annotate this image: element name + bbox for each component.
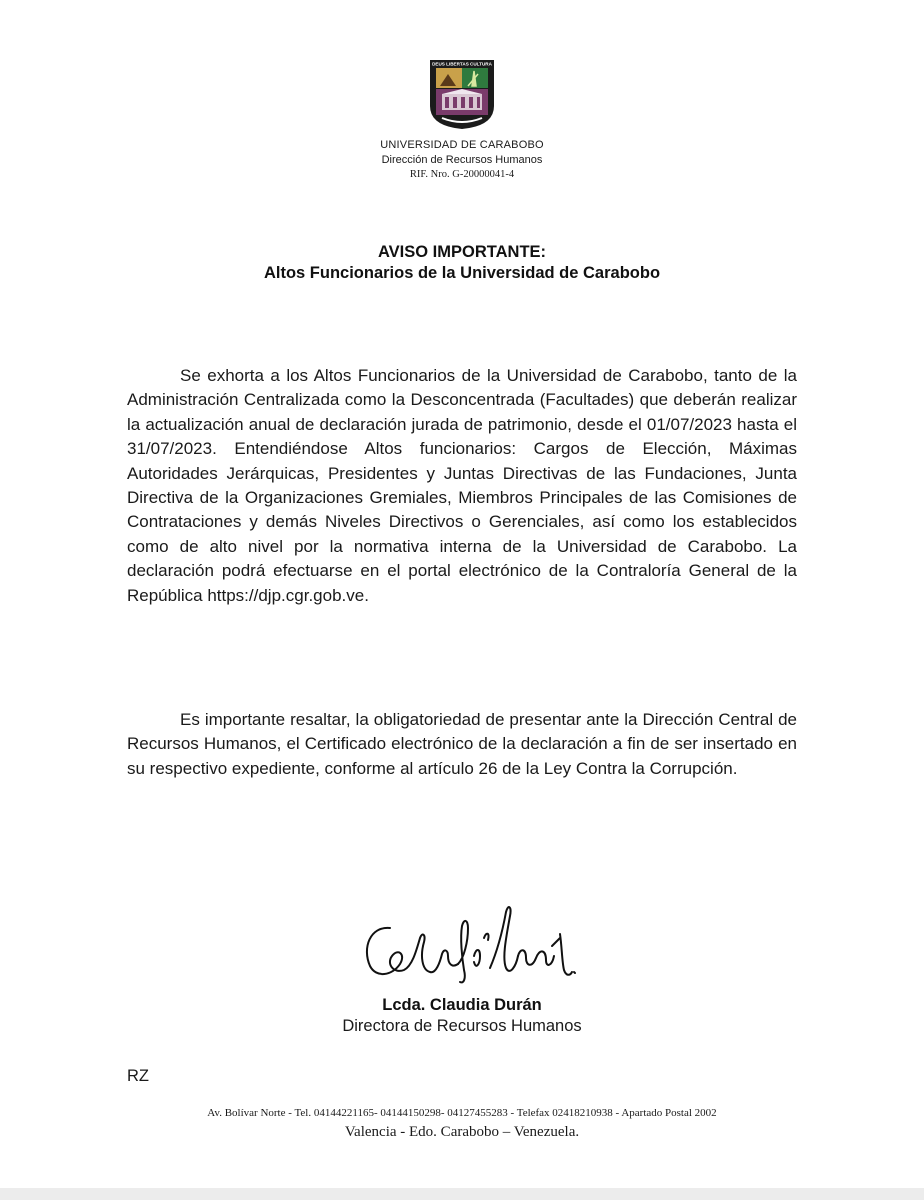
signatory-title: Directora de Recursos Humanos (342, 1017, 582, 1035)
handwritten-signature (356, 898, 586, 990)
university-crest-logo (428, 58, 496, 130)
body-paragraph-2: Es importante resaltar, la obligatoriedad de presentar ante la Dirección Central de Recursos Humanos, el Certificado electrónico de la declaración a fin de ser insertado en su respectivo expediente, conforme al artículo 26 de la Ley Contra la Corrupción. (127, 710, 797, 778)
footer-city: Valencia - Edo. Carabobo – Venezuela. (344, 1124, 580, 1140)
notice-subtitle: Altos Funcionarios de la Universidad de Carabobo (263, 264, 661, 282)
notice-title: AVISO IMPORTANTE: (377, 243, 547, 261)
page-bottom-edge (0, 1188, 924, 1200)
rif-number: RIF. Nro. G-20000041-4 (409, 169, 515, 180)
crest-motto-text: DEUS LIBERTAS CULTURA (432, 61, 492, 67)
institution-name: UNIVERSIDAD DE CARABOBO (380, 139, 544, 151)
body-paragraph-1: Se exhorta a los Altos Funcionarios de la Universidad de Carabobo, tanto de la Administración Centralizada como la Desconcentrada (Facultades) que deberán realizar la actualización anual de declaración jurada de patrimonio, desde el 01/07/2023 hasta el 31/07/2023. Entendiéndose Altos funcionarios: Cargos de Elección, Máximas Autoridades Jerárquicas, Presidentes y Juntas Directivas de las Fundaciones, Junta Directiva de la Organizaciones Gremiales, Miembros Principales de las Comisiones de Contrataciones y demás Niveles Directivos o Gerenciales, así como los establecidos como de alto nivel por la normativa interna de la Universidad de Carabobo. La declaración podrá efectuarse en el portal electrónico de la Contraloría General de la República https://djp.cgr.gob.ve. (127, 366, 797, 605)
department-name: Dirección de Recursos Humanos (381, 154, 543, 166)
typist-initials: RZ (127, 1067, 149, 1085)
signatory-name: Lcda. Claudia Durán (382, 996, 542, 1014)
footer-address: Av. Bolívar Norte - Tel. 04144221165- 04144150298- 04127455283 - Telefax 02418210938 - Apartado Postal 2002 (207, 1107, 717, 1119)
